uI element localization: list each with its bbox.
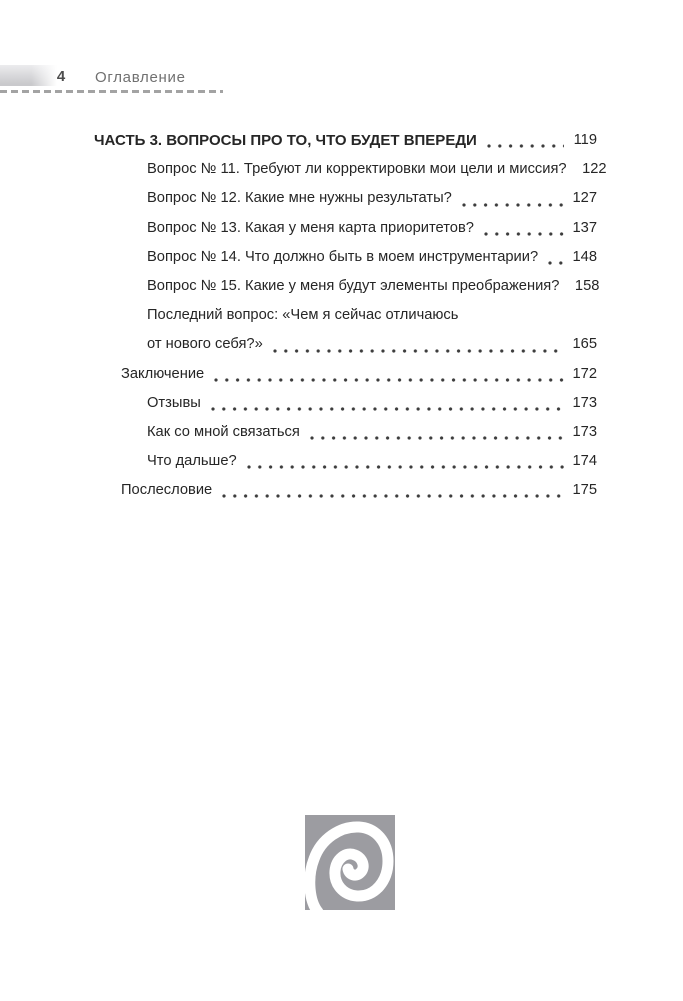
toc-entry-afterword xyxy=(94,476,597,505)
toc-entry-title: Что дальше? xyxy=(147,453,237,470)
toc-entry-page: 122 xyxy=(582,161,607,178)
toc-entry-page: 165 xyxy=(572,336,597,353)
spiral-brush-icon xyxy=(305,815,395,910)
toc-entry-title: Последний вопрос: «Чем я сейчас отличаюсь xyxy=(147,307,459,324)
toc-entry-page: 158 xyxy=(574,277,600,294)
dot-leader xyxy=(481,214,564,243)
dot-leader xyxy=(307,418,564,447)
toc-entry-part3 xyxy=(94,126,597,155)
toc-entry-page: 148 xyxy=(572,248,597,265)
toc-entry-page: 172 xyxy=(572,365,597,382)
toc-entry-contact xyxy=(94,418,597,447)
toc-entry-page: 175 xyxy=(572,482,597,499)
dot-leader xyxy=(484,126,564,155)
toc-entry-page: 127 xyxy=(572,190,597,207)
dot-leader xyxy=(545,243,564,272)
publisher-logo xyxy=(305,815,395,910)
header-dashed-rule xyxy=(0,90,223,93)
toc-entry-title: Вопрос № 14. Что должно быть в моем инструментарии? xyxy=(147,248,539,265)
toc-entry-title: ЧАСТЬ 3. ВОПРОСЫ ПРО ТО, ЧТО БУДЕТ ВПЕРЕДИ xyxy=(94,132,477,149)
toc-entry-q13 xyxy=(94,214,597,243)
header-gradient-bar xyxy=(0,65,57,86)
toc-entry-last-question-line2 xyxy=(94,330,597,359)
dot-leader xyxy=(211,360,564,389)
toc-entry-page: 173 xyxy=(572,394,597,411)
toc-entry-page: 137 xyxy=(572,219,597,236)
dot-leader xyxy=(208,389,564,418)
toc-entry-title: Как со мной связаться xyxy=(147,423,300,440)
toc-entry-whats-next xyxy=(94,447,597,476)
header-title: Оглавление xyxy=(95,69,186,86)
toc-entry-title: от нового себя?» xyxy=(147,336,263,353)
dot-leader xyxy=(219,476,564,505)
toc-entry-title: Заключение xyxy=(121,365,205,382)
toc-entry-last-question-line1 xyxy=(94,301,597,330)
table-of-contents xyxy=(94,126,607,505)
header-page-number: 4 xyxy=(56,68,66,85)
toc-entry-q11 xyxy=(94,155,607,184)
toc-entry-q15 xyxy=(94,272,600,301)
toc-entry-title: Послесловие xyxy=(121,482,213,499)
toc-entry-reviews xyxy=(94,389,597,418)
toc-entry-title: Вопрос № 15. Какие у меня будут элементы преображения? xyxy=(147,277,560,294)
dot-leader xyxy=(465,301,591,330)
dot-leader xyxy=(270,330,564,359)
toc-entry-title: Вопрос № 13. Какая у меня карта приоритетов? xyxy=(147,219,474,236)
toc-entry-title: Отзывы xyxy=(147,394,201,411)
toc-entry-title: Вопрос № 11. Требуют ли корректировки мои цели и миссия? xyxy=(147,161,567,178)
toc-entry-conclusion xyxy=(94,360,597,389)
toc-entry-page: 119 xyxy=(573,132,597,148)
dot-leader xyxy=(459,184,564,213)
dot-leader xyxy=(244,447,564,476)
toc-entry-q14 xyxy=(94,243,597,272)
toc-entry-q12 xyxy=(94,184,597,213)
toc-entry-title: Вопрос № 12. Какие мне нужны результаты? xyxy=(147,190,452,207)
toc-entry-page: 173 xyxy=(572,423,597,440)
toc-entry-page: 174 xyxy=(572,453,597,470)
